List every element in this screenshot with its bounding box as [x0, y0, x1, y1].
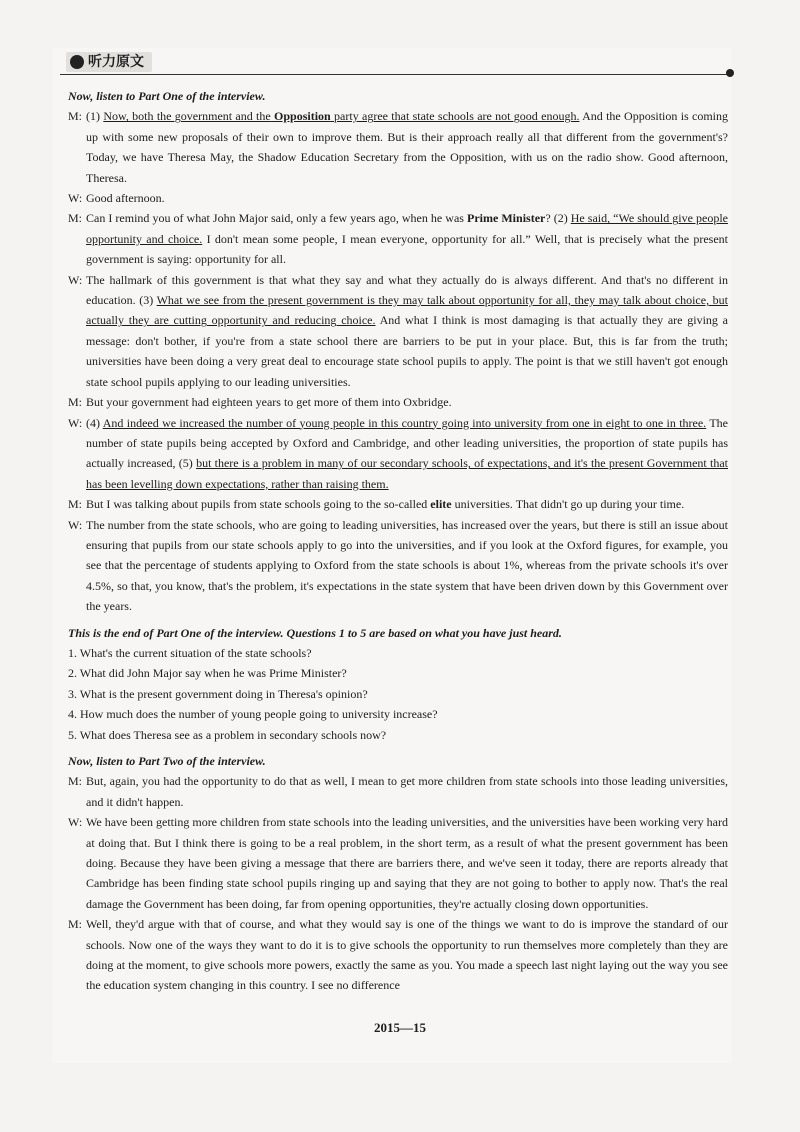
speaker-label: W: — [68, 191, 83, 206]
turn-text: I don't mean some people, I mean everyone, opportunity for all.” Well, that is precisely what the present government is saying: opportunity for all. — [86, 231, 729, 267]
key-sentence: but there is a problem in many of our secondary schools, of expectations, and it's the present Government that has been levelling down expectations, rather than raising them. — [86, 456, 729, 491]
section-badge — [66, 52, 152, 72]
turn-4: W: The hallmark of this government is that what they say and what they actually do is always different. And that's no different in education. (3) What we see from the present government is they may talk about opportunity for all, they may talk about choice, but actually they are cutting opportunity and reducing choice. And what I think is most damaging is that actually they are giving a message: don't bother, if you're from a state school there are barriers to be put in your place. But, this is far from the truth; universities have been doing a very great deal to encourage state school pupils to apply. The point is that we still haven't got enough state school pupils applying to our leading universities. — [68, 270, 728, 392]
transcript — [68, 86, 728, 996]
question-2: 2. What did John Major say when he was Prime Minister? — [68, 666, 347, 681]
speaker-label: W: — [68, 415, 83, 430]
speaker-label: M: — [68, 109, 83, 124]
turn-1 — [68, 106, 728, 188]
turn-text: We have been getting more children from state schools into the leading universities, and the universities have been working very hard at doing that. But I think there is going to be a real problem, in the short term, as a result of what the present government has been doing. Because they have been giving a message that there are barriers there, and we've seen it today, there are reports already that Cambridge has been finding state school pupils ringing up and saying that they are not going to bother to apply now. That's the real damage the Government has been doing, far from opening opportunities, they're actually closing down opportunities. — [86, 815, 728, 911]
speaker-label: M: — [68, 211, 83, 226]
turn-11 — [68, 914, 728, 996]
turn-2 — [68, 188, 728, 208]
turn-9 — [68, 771, 728, 812]
bold-term: elite — [430, 497, 452, 512]
section-badge-label: 听力原文 — [88, 54, 144, 70]
turn-text: But your government had eighteen years to get more of them into Oxbridge. — [86, 395, 452, 410]
question-4: 4. How much does the number of young people going to university increase? — [68, 707, 438, 722]
speaker-label: W: — [68, 517, 83, 532]
turn-3: M: Can I remind you of what John Major said, only a few years ago, when he was Prime Minister? (2) He said, “We should give people opportunity and choice. I don't mean some people, I mean everyone, opportunity for all.” Well, that is precisely what the present government is saying: opportunity for all. — [68, 208, 728, 269]
question-3: 3. What is the present government doing in Theresa's opinion? — [68, 686, 368, 701]
rule-end-dot-icon — [726, 69, 734, 77]
turn-text: And what I think is most damaging is that actually they are giving a message: don't bother, if you're from a state school there are barriers to be put in your place. But, this is far from the truth; universities have been doing a very great deal to encourage state school pupils to apply. The point is that we still haven't got enough state school pupils applying to our leading universities. — [86, 313, 728, 389]
question-5: 5. What does Theresa see as a problem in secondary schools now? — [68, 727, 387, 742]
key-sentence: Now, both the government and the Opposition party agree that state schools are not good enough. — [103, 109, 580, 124]
speaker-label: M: — [68, 395, 83, 410]
turn-6: W: (4) And indeed we increased the number of young people in this country going into university from one in eight to one in three. The number of state pupils being accepted by Oxford and Cambridge, and other leading universities, the proportion of state pupils has actually increased, (5) but there is a problem in many of our secondary schools, of expectations, and it's the present Government that has been levelling down expectations, rather than raising them. — [68, 413, 728, 495]
turn-text: Good afternoon. — [86, 191, 165, 206]
question-1: 1. What's the current situation of the state schools? — [68, 645, 312, 660]
key-sentence: And indeed we increased the number of young people in this country going into university from one in eight to one in three. — [102, 415, 707, 430]
turn-text: The number from the state schools, who are going to leading universities, has increased over the years, but there is still an issue about ensuring that pupils from our state schools apply to go into the universities, and if you look at the Oxford figures, for example, you see that the percentage of students applying to Oxford from the state schools is about 1%, whereas from the private schools it's over 4.5%, so that, you know, that's the problem, it's expectations in the state system that have been driven down by this Government over the years. — [86, 517, 728, 614]
key-sentence: What we see from the present government is they may talk about opportunity for all, they may talk about choice, but actually they are cutting opportunity and reducing choice. — [86, 293, 728, 328]
speaker-label: W: — [68, 272, 83, 287]
key-sentence: He said, “We should give people opportunity and choice. — [86, 211, 728, 246]
turn-5 — [68, 392, 728, 412]
section-header — [60, 52, 730, 75]
bullet-icon — [70, 55, 84, 69]
speaker-label: M: — [68, 774, 83, 789]
speaker-label: M: — [68, 497, 83, 512]
part-two-heading: Now, listen to Part Two of the interview. — [68, 754, 266, 768]
speaker-label: M: — [68, 917, 83, 932]
question-marker: (4) — [86, 415, 100, 430]
speaker-label: W: — [68, 815, 83, 830]
part-one-end: This is the end of Part One of the interview. Questions 1 to 5 are based on what you have just heard. — [68, 625, 562, 640]
part-one-heading: Now, listen to Part One of the interview. — [68, 89, 266, 103]
question-marker: (1) — [86, 109, 100, 124]
page-number: 2015—15 — [374, 1020, 426, 1035]
turn-text: Well, they'd argue with that of course, and what they would say is one of the things we want to do is improve the standard of our schools. Now one of the ways they want to do it is to give schools the opportunity to run themselves more completely than they are doing at the moment, to give schools more powers, exactly the same as you. You made a speech last night laying out the way you see the education system changing in this country. I see no difference — [86, 917, 728, 993]
bold-term: Prime Minister — [467, 211, 546, 226]
turn-text: And the Opposition is coming up with some new proposals of their own to improve them. But is their approach really all that different from the government's? Today, we have Theresa May, the Shadow Education Secretary from the Opposition, with us on the radio show. Good afternoon, Theresa. — [86, 109, 729, 185]
turn-10 — [68, 812, 728, 914]
turn-8 — [68, 515, 728, 617]
turn-text: But, again, you had the opportunity to do that as well, I mean to get more children from state schools into those leading universities, and it didn't happen. — [86, 774, 728, 809]
turn-7: M: But I was talking about pupils from state schools going to the so-called elite universities. That didn't go up during your time. — [68, 494, 728, 514]
